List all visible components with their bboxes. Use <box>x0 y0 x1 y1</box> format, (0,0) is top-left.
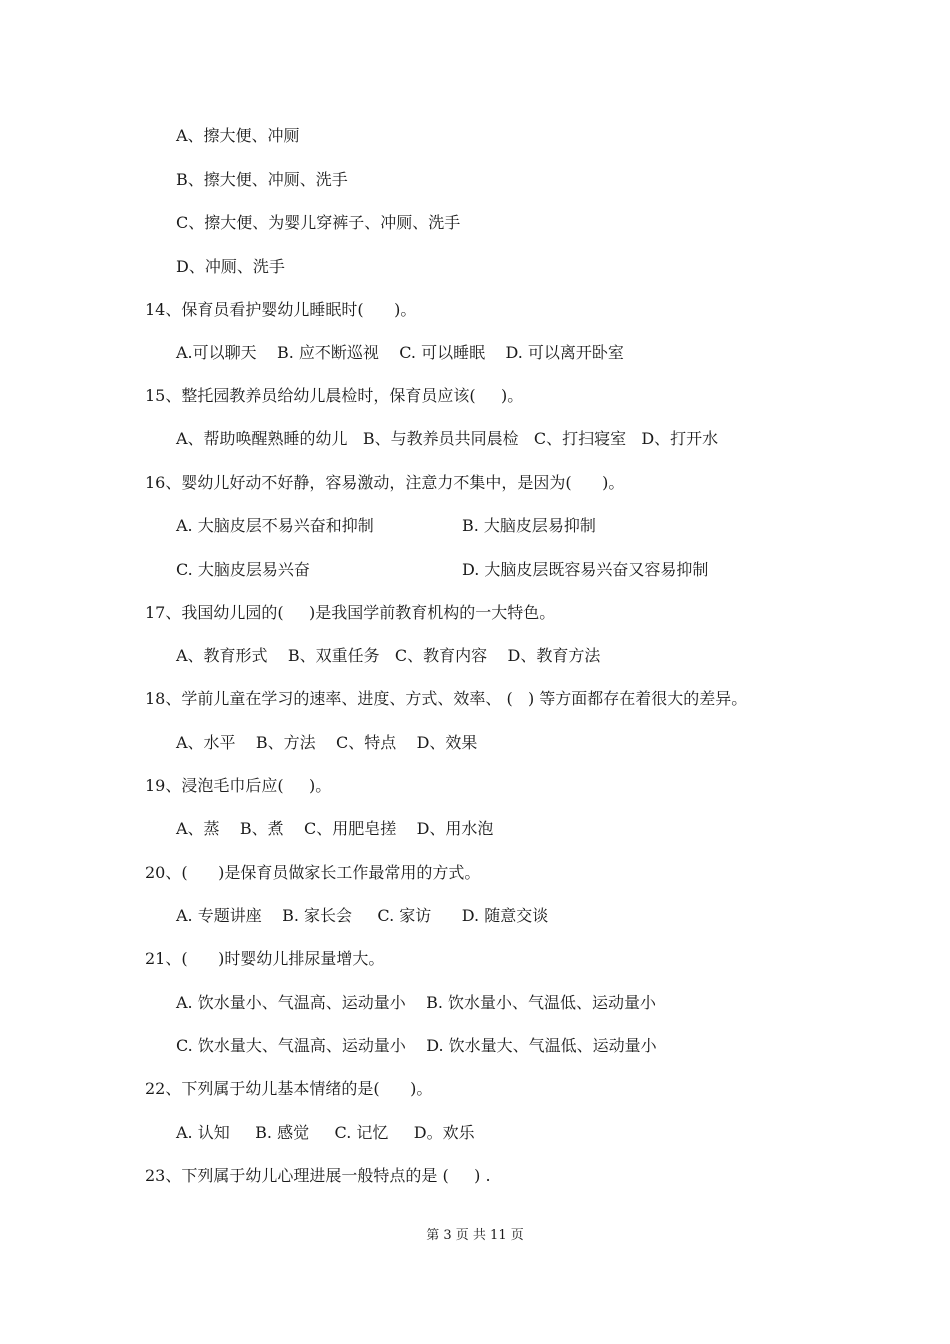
question-15: 15、整托园教养员给幼儿晨检时，保育员应该( )。 <box>145 386 524 405</box>
options-22: A. 认知 B. 感觉 C. 记忆 D。欢乐 <box>176 1123 475 1142</box>
question-14: 14、保育员看护婴幼儿睡眠时( )。 <box>145 300 417 319</box>
question-18: 18、学前儿童在学习的速率、进度、方式、效率、 ( ) 等方面都存在着很大的差异。 <box>145 689 748 708</box>
option-13b: B、擦大便、冲厕、洗手 <box>176 170 348 189</box>
options-21-ab: A. 饮水量小、气温高、运动量小 B. 饮水量小、气温低、运动量小 <box>176 993 657 1012</box>
page-footer: 第 3 页 共 11 页 <box>426 1228 524 1243</box>
option-16d: D. 大脑皮层既容易兴奋又容易抑制 <box>462 560 709 579</box>
options-14: A.可以聊天 B. 应不断巡视 C. 可以睡眠 D. 可以离开卧室 <box>176 343 624 362</box>
options-17: A、教育形式 B、双重任务 C、教育内容 D、教育方法 <box>176 646 601 665</box>
option-16c: C. 大脑皮层易兴奋 <box>176 560 310 579</box>
question-19: 19、浸泡毛巾后应( )。 <box>145 776 332 795</box>
question-22: 22、下列属于幼儿基本情绪的是( )。 <box>145 1079 433 1098</box>
option-16a: A. 大脑皮层不易兴奋和抑制 <box>176 516 374 535</box>
option-13d: D、冲厕、洗手 <box>176 257 285 276</box>
question-17: 17、我国幼儿园的( )是我国学前教育机构的一大特色。 <box>145 603 556 622</box>
question-16: 16、婴幼儿好动不好静，容易激动，注意力不集中，是因为( )。 <box>145 473 625 492</box>
options-15: A、帮助唤醒熟睡的幼儿 B、与教养员共同晨检 C、打扫寝室 D、打开水 <box>176 429 719 448</box>
option-13a: A、擦大便、冲厕 <box>176 126 300 145</box>
question-20: 20、( )是保育员做家长工作最常用的方式。 <box>145 863 481 882</box>
options-21-cd: C. 饮水量大、气温高、运动量小 D. 饮水量大、气温低、运动量小 <box>176 1036 657 1055</box>
option-13c: C、擦大便、为婴儿穿裤子、冲厕、洗手 <box>176 213 461 232</box>
option-16b: B. 大脑皮层易抑制 <box>462 516 596 535</box>
question-23: 23、下列属于幼儿心理进展一般特点的是 ( ) . <box>145 1166 491 1185</box>
options-18: A、水平 B、方法 C、特点 D、效果 <box>176 733 478 752</box>
options-20: A. 专题讲座 B. 家长会 C. 家访 D. 随意交谈 <box>176 906 549 925</box>
options-19: A、蒸 B、煮 C、用肥皂搓 D、用水泡 <box>176 819 494 838</box>
question-21: 21、( )时婴幼儿排尿量增大。 <box>145 949 385 968</box>
